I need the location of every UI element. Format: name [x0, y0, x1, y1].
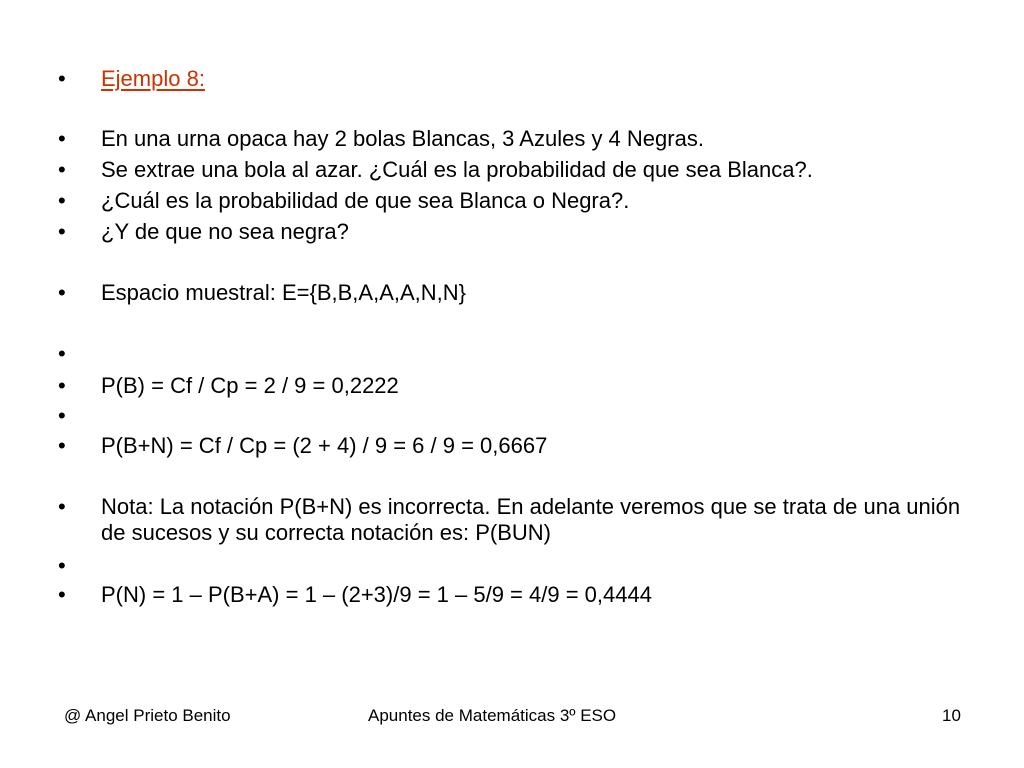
- footer-author: @ Angel Prieto Benito: [64, 706, 231, 725]
- line-text: [101, 582, 652, 608]
- line-text: Espacio muestral: E={B,B,A,A,A,N,N}: [101, 280, 466, 305]
- slide-title: Ejemplo 8:: [101, 66, 205, 91]
- line-text: Se extrae una bola al azar. ¿Cuál es la probabilidad de que sea Blanca?.: [101, 157, 813, 182]
- bullet: •: [58, 341, 66, 366]
- bullet: •: [58, 219, 66, 244]
- complement-notation: [101, 582, 652, 608]
- bullet: •: [58, 188, 66, 213]
- line-text: P(B+N) = Cf / Cp = (2 + 4) / 9 = 6 / 9 = 0,6667: [101, 433, 548, 458]
- line-text: ¿Y de que no sea negra?: [101, 219, 349, 244]
- footer-page-number: 10: [942, 706, 961, 725]
- bullet: •: [58, 280, 66, 305]
- bullet: •: [58, 582, 66, 607]
- bullet: •: [58, 433, 66, 458]
- bullet: •: [58, 494, 66, 519]
- note-text: Nota: La notación P(B+N) es incorrecta. En adelante veremos que se trata de una unión de sucesos y su correcta notación es: P(BUN): [101, 494, 961, 545]
- line-text: En una urna opaca hay 2 bolas Blancas, 3 Azules y 4 Negras.: [101, 126, 704, 151]
- bullet: •: [58, 66, 66, 91]
- bullet: •: [58, 126, 66, 151]
- complement-formula: P(N) = 1 – P(B+A) = 1 – (2+3)/9 = 1 – 5/9 = 4/9 = 0,4444: [101, 582, 652, 607]
- bullet: •: [58, 403, 66, 428]
- bullet: •: [58, 553, 66, 578]
- footer-course: Apuntes de Matemáticas 3º ESO: [368, 706, 617, 725]
- bullet: •: [58, 373, 66, 398]
- line-text: P(B) = Cf / Cp = 2 / 9 = 0,2222: [101, 373, 399, 398]
- line-text: ¿Cuál es la probabilidad de que sea Blanca o Negra?.: [101, 188, 630, 213]
- bullet: •: [58, 157, 66, 182]
